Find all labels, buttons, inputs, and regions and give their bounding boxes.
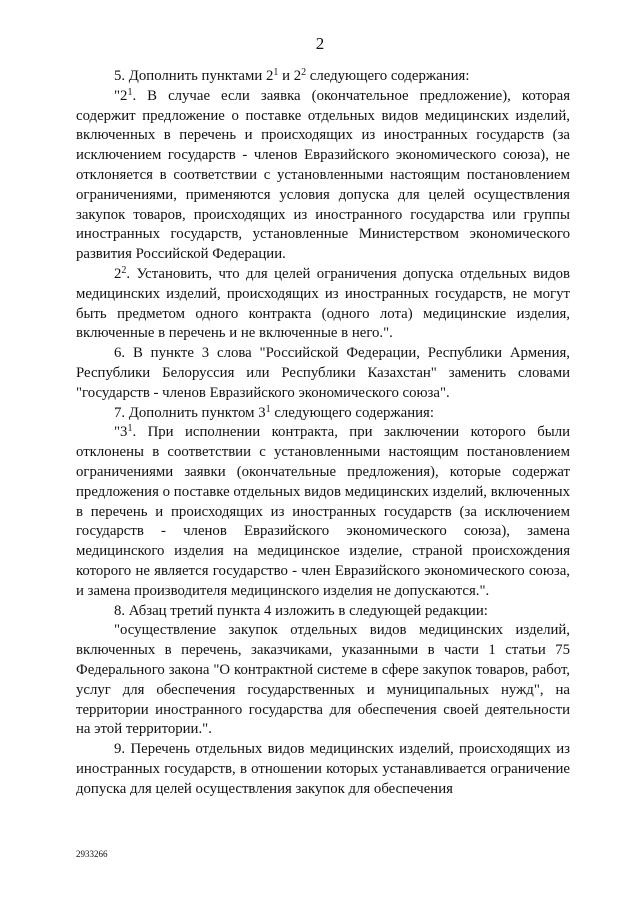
superscript: 1: [127, 423, 133, 435]
paragraph-text: и 2: [278, 68, 302, 84]
superscript: 2: [301, 67, 307, 78]
paragraph-text: 2: [114, 265, 122, 282]
paragraph: [76, 423, 570, 601]
paragraph-text: 7. Дополнить пунктом 3: [114, 404, 266, 421]
paragraph: [76, 265, 570, 344]
paragraph-text: следующего содержания:: [270, 404, 434, 421]
paragraph-text: 5. Дополнить пунктами 2: [114, 68, 274, 84]
superscript: 1: [265, 403, 271, 415]
paragraph: [76, 740, 570, 799]
document-code: 2933266: [76, 849, 108, 859]
paragraph-text: 6. В пункте 3 слова "Российской Федерации, Республики Армения, Республики Белоруссия или Республики Казахстан" заменить словами "государств - членов Евразийского экономического союза".: [76, 345, 570, 401]
superscript: 1: [273, 67, 279, 78]
paragraph-text: "осуществление закупок отдельных видов медицинских изделий, включенных в перечень, заказчиками, указанными в части 1 статьи 75 Федерального закона "О контрактной системе в сфере закупок товаров, работ, услуг для обеспечения государственных и муниципальных нужд", на территории иностранного государства для обеспечения своей деятельности на этой территории.".: [76, 622, 570, 738]
paragraph: [76, 404, 570, 424]
superscript: 1: [127, 86, 133, 98]
paragraph-text: следующего содержания:: [306, 68, 470, 84]
paragraph: [76, 621, 570, 740]
paragraph-text: . Установить, что для целей ограничения допуска отдельных видов медицинских изделий, происходящих из иностранных государств, не могут быть предметом одного контракта (одного лота) медицинские изделия, включенные в перечень и не включенные в него.".: [76, 265, 570, 342]
paragraph: [76, 67, 570, 87]
paragraph: [76, 87, 570, 265]
paragraph-text: . При исполнении контракта, при заключении которого были отклонены в соответствии с установленными настоящим постановлением ограничениями заявки (окончательные предложения), которые содержат предложения о поставке отдельных видов медицинских изделий, включенных в перечень и происходящих из иностранных государств (за исключением государств - членов Евразийского экономического союза), замена медицинского изделия на медицинское изделие, страной происхождения которого не является государство - член Евразийского экономического союза, и замена производителя медицинского изделия не допускаются.".: [76, 424, 570, 599]
paragraph-text: . В случае если заявка (окончательное предложение), которая содержит предложение о поставке отдельных видов медицинских изделий, включенных в перечень и происходящих из иностранных государств (за исключением государств - членов Евразийского экономического союза), не отклоняется в соответствии с установленными настоящим постановлением ограничениями, применяются условия допуска для целей осуществления закупок товаров, происходящих из иностранного государства или группы иностранных государств, установленные Министерством экономического развития Российской Федерации.: [76, 87, 570, 263]
document-body: [76, 67, 570, 799]
paragraph-text: "2: [114, 87, 128, 104]
paragraph-text: 9. Перечень отдельных видов медицинских изделий, происходящих из иностранных государств, в отношении которых устанавливается ограничение допуска для целей осуществления закупок для обеспечения: [76, 741, 570, 797]
page-number: 2: [315, 34, 325, 53]
paragraph-text: "3: [114, 424, 128, 441]
superscript: 2: [121, 264, 127, 276]
paragraph: [76, 344, 570, 403]
paragraph: [76, 602, 570, 622]
paragraph-text: 8. Абзац третий пункта 4 изложить в следующей редакции:: [114, 602, 488, 619]
